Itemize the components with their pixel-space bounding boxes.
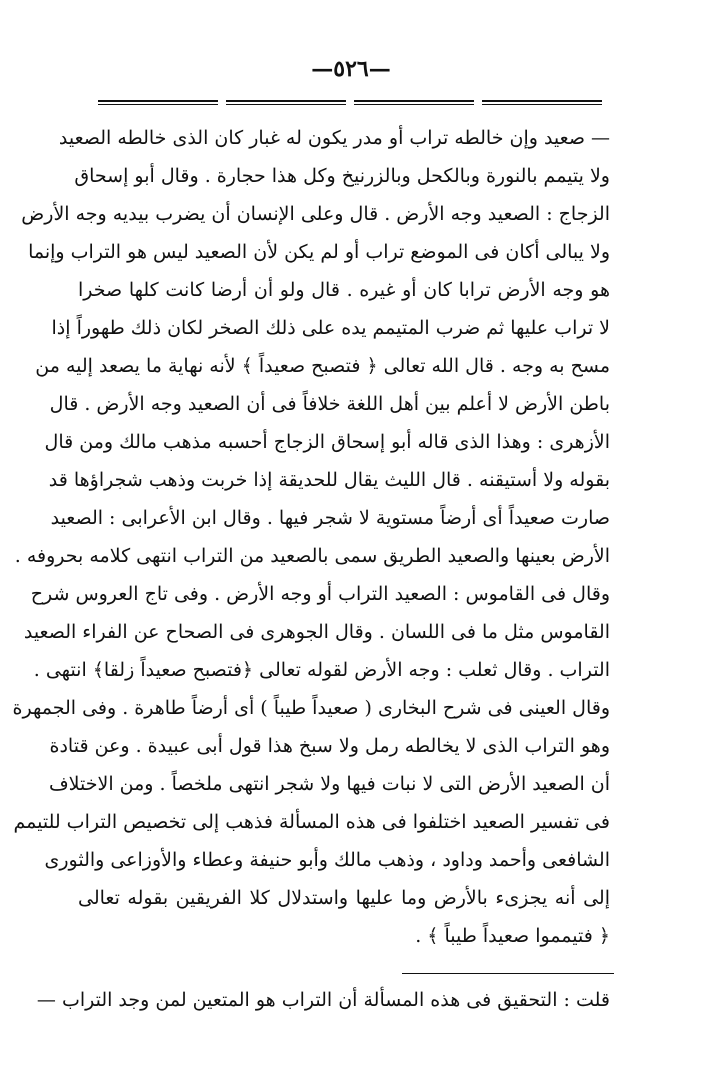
text-line: ﴿ فتيمموا صعيداً طيباً ﴾ . (415, 925, 610, 947)
text-line: القاموس مثل ما فى اللسان . وقال الجوهرى فى الصحاح عن الفراء الصعيد (23, 621, 610, 643)
text-line: الزجاج : الصعيد وجه الأرض . قال وعلى الإنسان أن يضرب بيديه وجه الأرض (21, 203, 610, 225)
text-line: إلى أنه يجزىء بالأرض وما عليها واستدلال كلا الفريقين بقوله تعالى (78, 887, 610, 909)
text-line: بقوله ولا أستيقنه . قال الليث يقال للحديقة إذا خربت وذهب شجراؤها قد (48, 469, 610, 491)
text-line: — صعيد وإن خالطه تراب أو مدر يكون له غبار كان الذى خالطه الصعيد (58, 127, 610, 149)
text-line: ولا يبالى أكان فى الموضع تراب أو لم يكن لأن الصعيد ليس هو التراب وإنما (28, 241, 610, 263)
footnote-separator (402, 973, 614, 974)
main-text (12, 119, 610, 955)
footnote: قلت : التحقيق فى هذه المسألة أن التراب هو المتعين لمن وجد التراب — (36, 989, 610, 1011)
header-rule-segment (226, 100, 346, 105)
text-line: لا تراب عليها ثم ضرب المتيمم يده على ذلك الصخر لكان ذلك طهوراً إذا (51, 317, 610, 339)
text-line: الأرض بعينها والصعيد الطريق سمى بالصعيد من التراب انتهى كلامه بحروفه . (14, 545, 610, 567)
text-line: أن الصعيد الأرض التى لا نبات فيها ولا شجر انتهى ملخصاً . ومن الاختلاف (48, 773, 610, 795)
text-line: باطن الأرض لا أعلم بين أهل اللغة خلافاً فى أن الصعيد وجه الأرض . قال (49, 393, 610, 415)
text-line: مسح به وجه . قال الله تعالى ﴿ فتصبح صعيداً ﴾ لأنه نهاية ما يصعد إليه من (35, 355, 610, 377)
header-rule (98, 100, 602, 106)
header-rule-segment (354, 100, 474, 105)
header-rule-segment (482, 100, 602, 105)
text-line: الأزهرى : وهذا الذى قاله أبو إسحاق الزجاج أحسبه مذهب مالك ومن قال (44, 431, 610, 453)
header-rule-segment (98, 100, 218, 105)
text-line: فى تفسير الصعيد اختلفوا فى هذه المسألة فذهب إلى تخصيص التراب للتيمم (13, 811, 610, 833)
text-line: وقال العينى فى شرح البخارى ( صعيداً طيباً ) أى أرضاً طاهرة . وفى الجمهرة (12, 697, 610, 719)
page-number: —٥٢٦— (311, 56, 391, 82)
text-line: ولا يتيمم بالنورة وبالكحل وبالزرنيخ وكل هذا حجارة . وقال أبو إسحاق (74, 165, 610, 187)
text-line: الشافعى وأحمد وداود ، وذهب مالك وأبو حنيفة وعطاء والأوزاعى والثورى (44, 849, 610, 871)
text-line: التراب . وقال ثعلب : وجه الأرض لقوله تعالى ﴿فتصبح صعيداً زلقا﴾ انتهى . (33, 659, 610, 681)
text-line: هو وجه الأرض ترابا كان أو غيره . قال ولو أن أرضا كانت كلها صخرا (78, 279, 610, 301)
text-line: صارت صعيداً أى أرضاً مستوية لا شجر فيها . وقال ابن الأعرابى : الصعيد (50, 507, 610, 529)
text-line: وهو التراب الذى لا يخالطه رمل ولا سبخ هذا قول أبى عبيدة . وعن قتادة (49, 735, 610, 757)
text-line: وقال فى القاموس : الصعيد التراب أو وجه الأرض . وفى تاج العروس شرح (30, 583, 610, 605)
